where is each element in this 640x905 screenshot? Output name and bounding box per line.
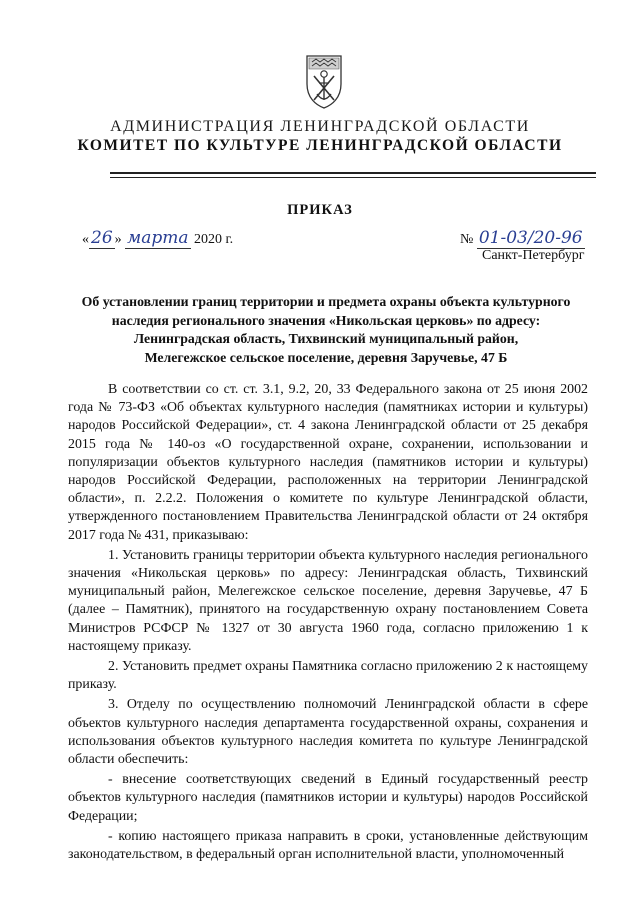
number-value: 01-03/20-96 [478, 228, 583, 248]
city: Санкт-Петербург [482, 248, 585, 263]
header-rule-thin [110, 177, 596, 178]
leningrad-oblast-crest-icon [304, 54, 344, 110]
title-line: Мелегежское сельское поселение, деревня Заручевье, 47 Б [144, 349, 508, 365]
order-date: « 26 » марта 2020 г. [82, 228, 234, 248]
date-month: марта [127, 228, 189, 248]
body-paragraph: 2. Установить предмет охраны Памятника согласно приложению 2 к настоящему приказу. [68, 659, 588, 693]
title-line: наследия регионального значения «Никольская церковь» по адресу: [111, 312, 541, 328]
date-year: 2020 г. [194, 232, 234, 247]
body-paragraph: - внесение соответствующих сведений в Единый государственный реестр объектов культурного наследия (памятников истории и культуры) народов Российской Федерации; [68, 772, 588, 824]
date-day: 26 [91, 228, 113, 248]
document-type: ПРИКАЗ [287, 202, 353, 218]
organization-line-1: АДМИНИСТРАЦИЯ ЛЕНИНГРАДСКОЙ ОБЛАСТИ [110, 118, 530, 135]
body-paragraph: - копию настоящего приказа направить в сроки, установленные действующим законодательством, в федеральный орган исполнительной власти, уполномоченный [68, 828, 588, 863]
body-paragraph: 3. Отделу по осуществлению полномочий Ленинградской области в сфере объектов культурного наследия департамента государственной охраны, сохранения и использования объектов культурного наследия комитета по культуре Ленинградской области обеспечить: [68, 697, 588, 768]
number-prefix: № [460, 232, 474, 247]
body-paragraph: В соответствии со ст. ст. 3.1, 9.2, 20, 33 Федерального закона от 25 июня 2002 года № 73-ФЗ «Об объектах культурного наследия (памятниках истории и культуры) народов Российской Федерации», ст. 4 закона Ленинградской области от 25 декабря 2015 года № 140-оз «О государственной охране, сохранении, использовании и популяризации объектов культурного наследия (памятников истории и культуры) народов Российской Федерации, расположенных на территории Ленинградской области», п. 2.2.2. Положения о комитете по культуре Ленинградской области, утвержденного постановлением Правительства Ленинградской области от 24 октября 2017 года № 431, приказываю: [68, 382, 588, 543]
document-body [68, 381, 588, 866]
order-number [460, 228, 585, 248]
body-paragraph: 1. Установить границы территории объекта культурного наследия регионального значения «Никольская церковь» по адресу: Ленинградская область, Тихвинский муниципальный район, Мелегежское сельское поселение, деревня Заручевье, 47 Б (далее – Памятник), принятого на государственную охрану постановлением Совета Министров РСФСР № 1327 от 30 августа 1960 года, согласно приложению 1 к настоящему приказу. [68, 547, 588, 654]
header-rule-thick [110, 172, 596, 174]
title-line: Об установлении границ территории и предмета охраны объекта культурного [81, 294, 571, 309]
title-line: Ленинградская область, Тихвинский муниципальный район, [133, 331, 519, 347]
document-title [78, 293, 574, 367]
organization-line-2: КОМИТЕТ ПО КУЛЬТУРЕ ЛЕНИНГРАДСКОЙ ОБЛАСТИ [77, 137, 563, 154]
